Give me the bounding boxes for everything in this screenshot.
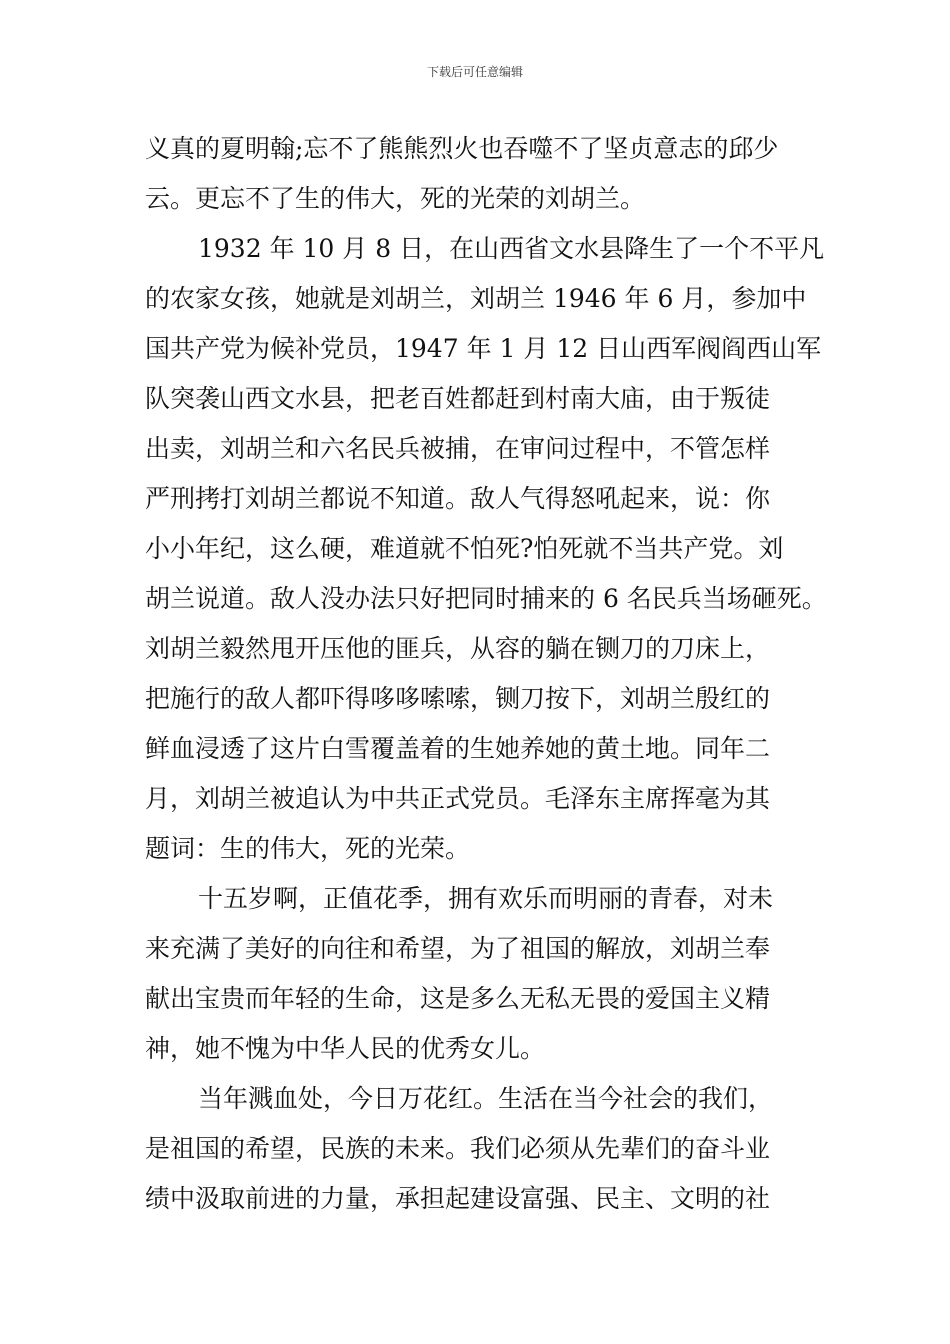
text-line: 来充满了美好的向往和希望，为了祖国的解放，刘胡兰奉 — [145, 934, 771, 963]
text-line: 国共产党为候补党员，1947 年 1 月 12 日山西军阀阎西山军 — [145, 334, 822, 363]
text-line: 小小年纪，这么硬，难道就不怕死?怕死就不当共产党。刘 — [145, 534, 784, 563]
text-line: 是祖国的希望，民族的未来。我们必须从先辈们的奋斗业 — [145, 1134, 771, 1163]
text-line: 队突袭山西文水县，把老百姓都赶到村南大庙，由于叛徒 — [145, 384, 771, 413]
text-line: 的农家女孩，她就是刘胡兰，刘胡兰 1946 年 6 月，参加中 — [145, 284, 807, 313]
text-line: 题词：生的伟大，死的光荣。 — [145, 834, 471, 863]
text-line: 出卖，刘胡兰和六名民兵被捕，在审问过程中，不管怎样 — [145, 434, 771, 463]
text-line: 神，她不愧为中华人民的优秀女儿。 — [145, 1034, 546, 1063]
text-line: 胡兰说道。敌人没办法只好把同时捕来的 6 名民兵当场砸死。 — [145, 584, 827, 613]
text-line: 义真的夏明翰;忘不了熊熊烈火也吞噬不了坚贞意志的邱少 — [145, 134, 779, 163]
text-line: 把施行的敌人都吓得哆哆嗦嗦，铡刀按下，刘胡兰殷红的 — [145, 684, 771, 713]
text-line: 云。更忘不了生的伟大，死的光荣的刘胡兰。 — [145, 184, 646, 213]
text-line: 绩中汲取前进的力量，承担起建设富强、民主、文明的社 — [145, 1184, 771, 1213]
paragraph-start-line: 1932 年 10 月 8 日，在山西省文水县降生了一个不平凡 — [198, 234, 825, 263]
text-line: 严刑拷打刘胡兰都说不知道。敌人气得怒吼起来，说：你 — [145, 484, 771, 513]
document-body — [145, 124, 827, 1224]
text-line: 月，刘胡兰被追认为中共正式党员。毛泽东主席挥毫为其 — [145, 784, 771, 813]
text-line: 献出宝贵而年轻的生命，这是多么无私无畏的爱国主义精 — [145, 984, 771, 1013]
page-header: 下载后可任意编辑 — [426, 65, 523, 79]
paragraph-start-line: 十五岁啊，正值花季，拥有欢乐而明丽的青春，对未 — [198, 884, 774, 913]
text-line: 刘胡兰毅然甩开压他的匪兵，从容的躺在铡刀的刀床上， — [145, 634, 771, 663]
paragraph-start-line: 当年溅血处，今日万花红。生活在当今社会的我们， — [198, 1084, 774, 1113]
text-line: 鲜血浸透了这片白雪覆盖着的生她养她的黄土地。同年二 — [145, 734, 771, 763]
